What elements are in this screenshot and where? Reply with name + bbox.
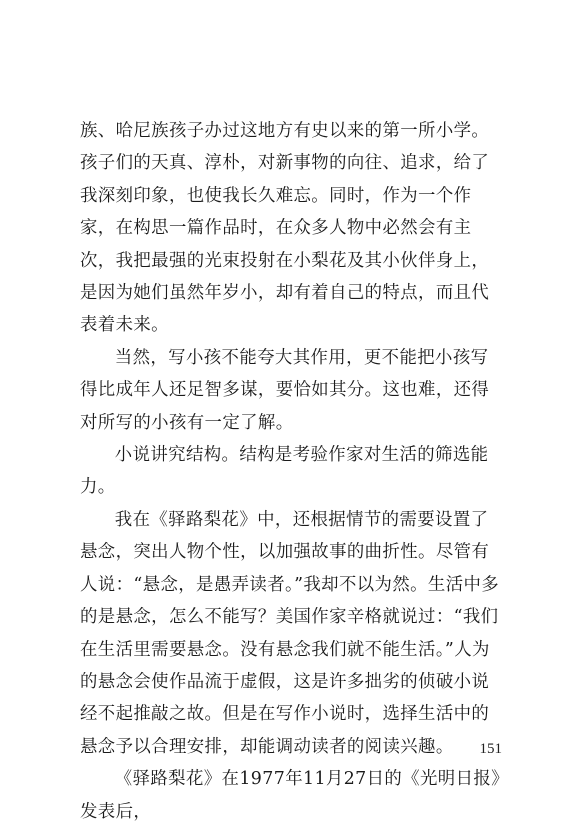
paragraph-suspense: 我在《驿路梨花》中，还根据情节的需要设置了悬念，突出人物个性，以加强故事的曲折性。尽管有人说：“悬念，是愚弄读者。”我却不以为然。生活中多的是悬念，怎么不能写？美国作家辛格就说过：“我们在生活里需要悬念。没有悬念我们就不能生活。”人为的悬念会使作品流于虚假，这是许多拙劣的侦破小说经不起推敲之故。但是在写作小说时，选择生活中的悬念予以合理安排，却能调动读者的阅读兴趣。	[80, 509, 500, 757]
paragraph-structure: 小说讲究结构。结构是考验作家对生活的筛选能力。	[80, 445, 489, 498]
paragraph-continuation: 族、哈尼族孩子办过这地方有史以来的第一所小学。孩子们的天真、淳朴，对新事物的向往、追求，给了我深刻印象，也使我长久难忘。同时，作为一个作家，在构思一篇作品时，在众多人物中必然会有主次，我把最强的光束投射在小梨花及其小伙伴身上，是因为她们虽然年岁小，却有着自己的特点，而且代表着未来。	[80, 121, 490, 336]
page-number: 151	[479, 741, 502, 757]
paragraph-children-portrayal: 当然，写小孩不能夸大其作用，更不能把小孩写得比成年人还足智多谋，要恰如其分。这也难，还得对所写的小孩有一定了解。	[80, 347, 490, 433]
paragraph-publication: 《驿路梨花》在1977年11月27日的《光明日报》发表后，	[80, 769, 501, 822]
body-text	[80, 115, 504, 828]
